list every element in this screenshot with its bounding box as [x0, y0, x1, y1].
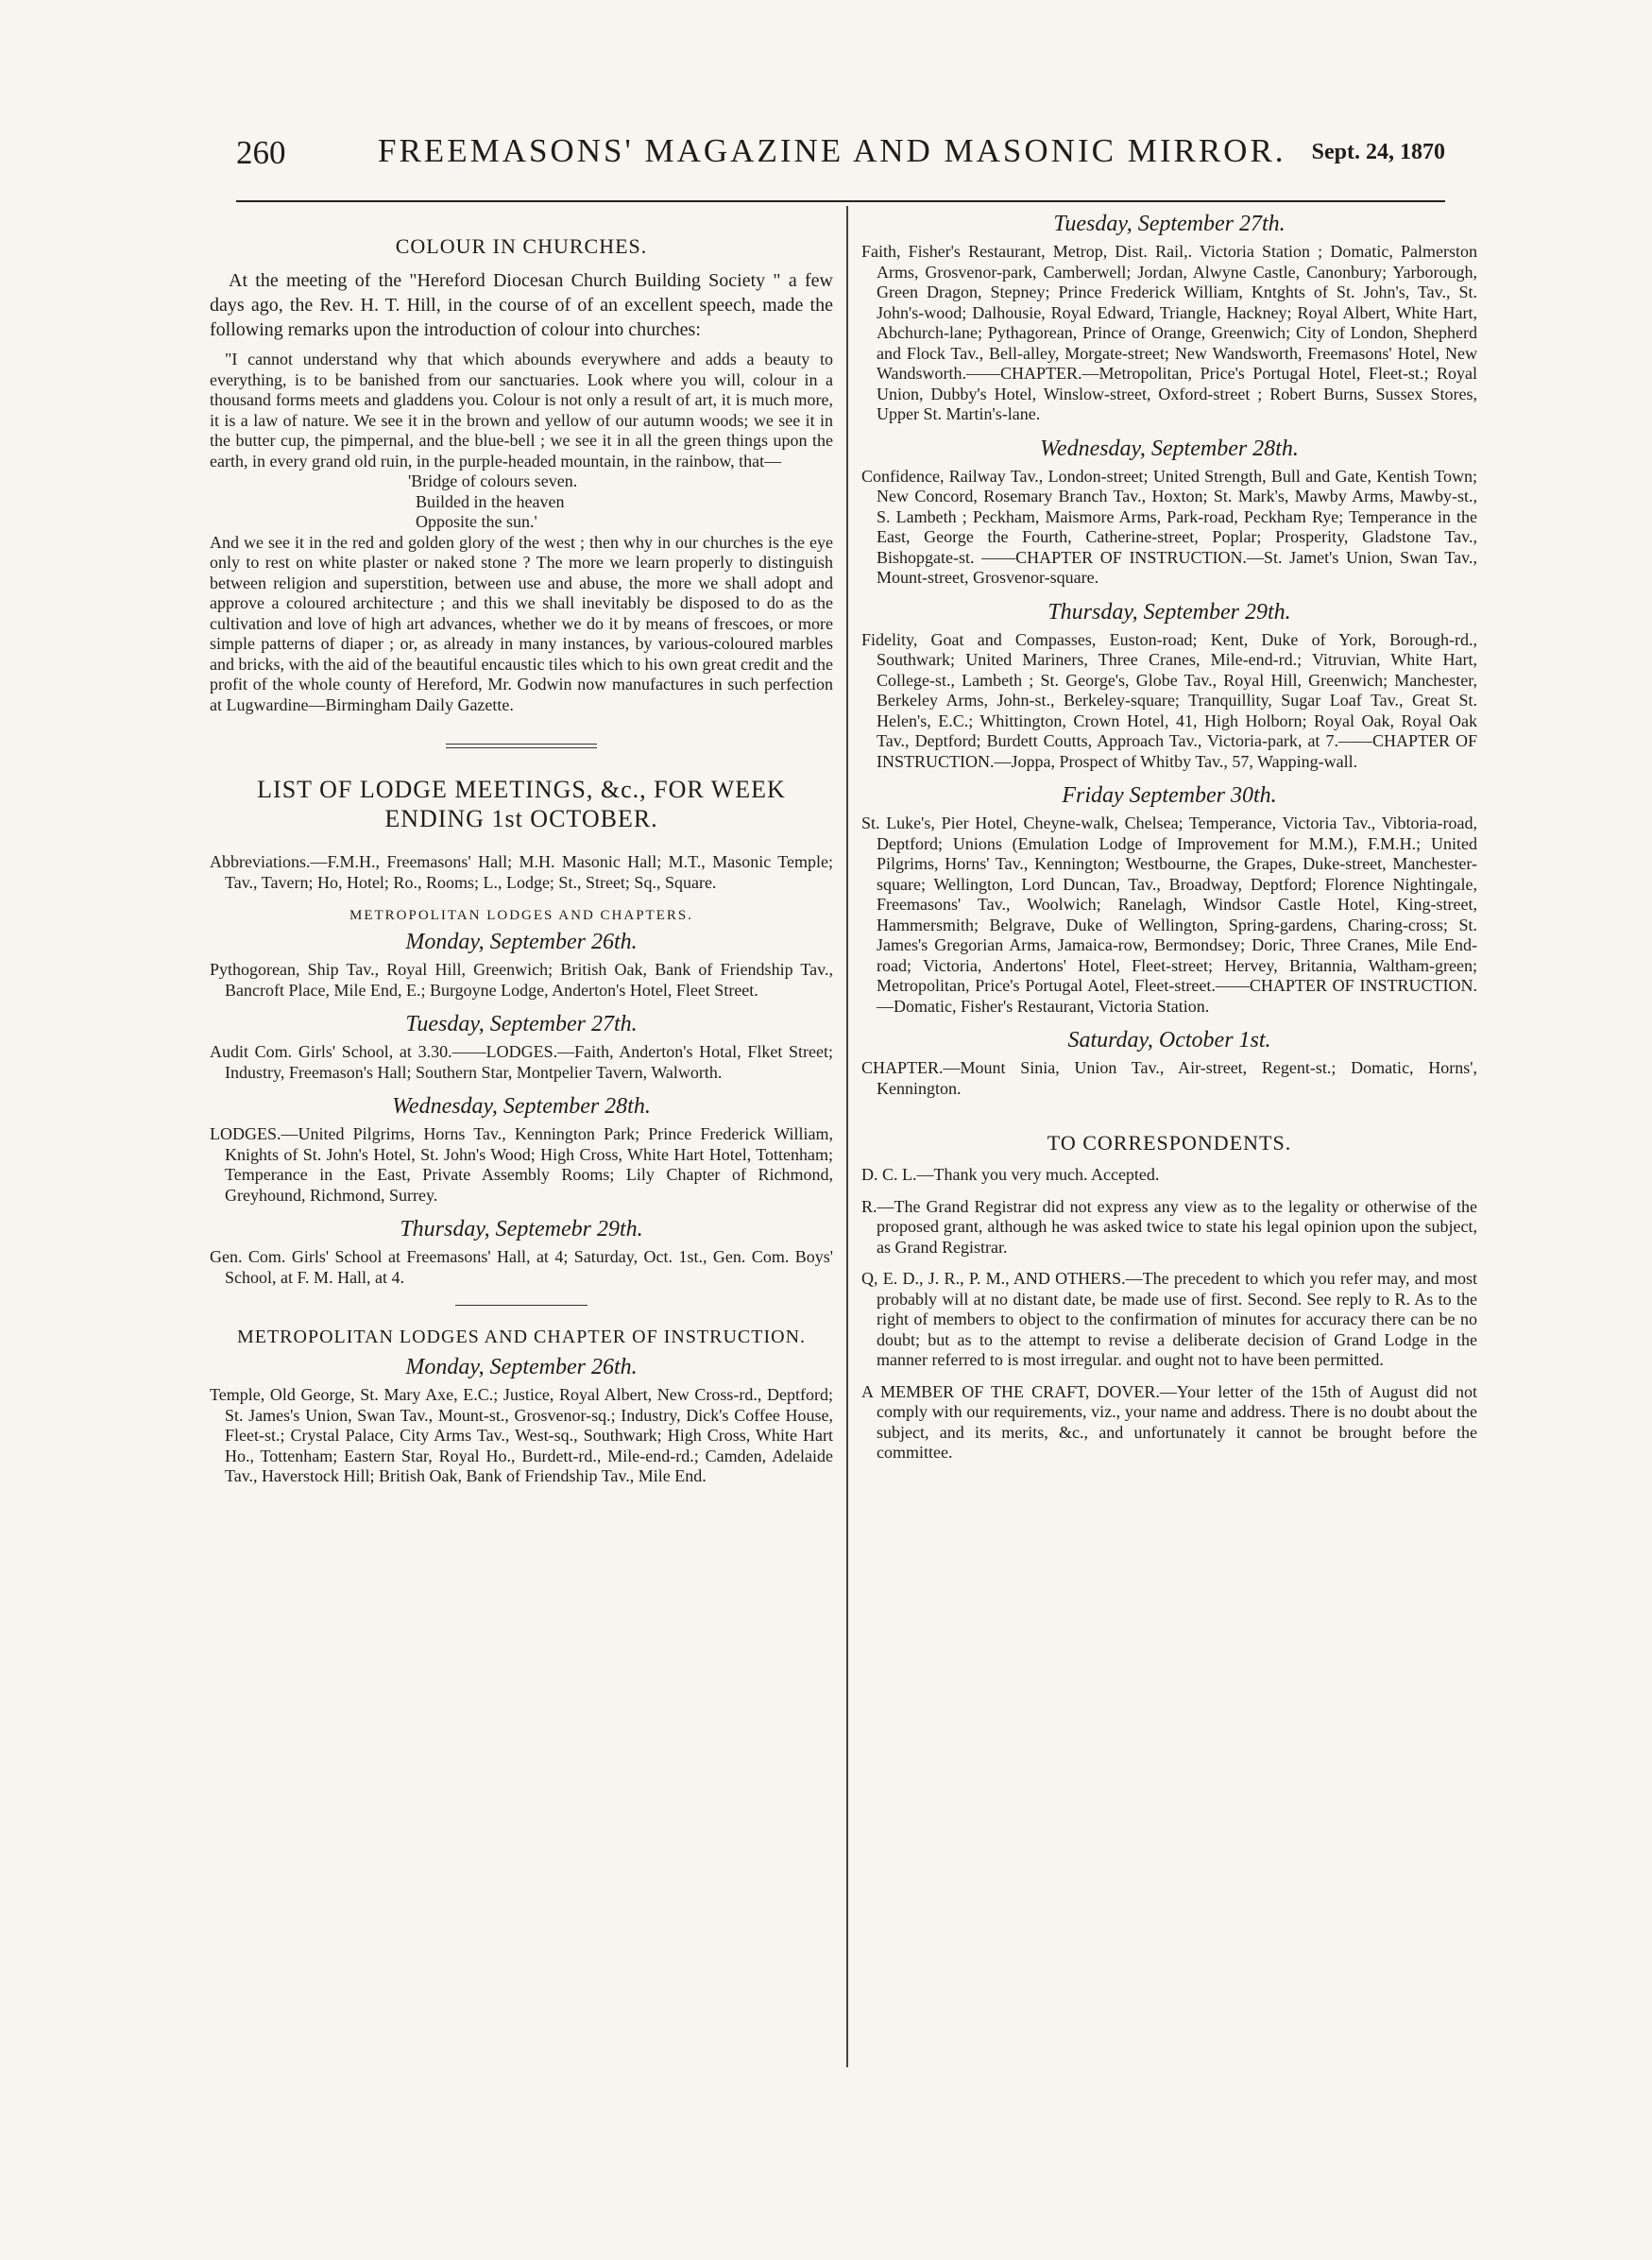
- day-listing: Temple, Old George, St. Mary Axe, E.C.; Justice, Royal Albert, New Cross-rd., Deptford; St. James's Union, Swan Tav., Mount-st., Grosvenor-sq.; Industry, Dick's Coffee House, Fleet-st.; Crystal Palace, City Arms Tav., West-sq., Southwark; High Cross, White Hart Ho., Tottenham; Eastern Star, Royal Ho., Burdett-rd., Mile-end-rd.; Camden, Adelaide Tav., Haverstock Hill; British Oak, Bank of Friendship Tav., Mile End.: [210, 1385, 833, 1485]
- colour-quote-2: And we see it in the red and golden glory of the west ; then why in our churches is the eye only to rest on white plaster or naked stone ? The more we learn properly to distinguish between religion and superstition, between use and abuse, the more we shall adopt and approve a coloured architecture ; and this we shall inevitably be disposed to do as the cultivation and love of high art advances, whether we do it by means of frescoes, or more simple patterns of diaper ; or, as already in many instances, by various-coloured marbles and bricks, with the aid of the beautiful encaustic tiles which to his own great credit and the profit of the whole county of Hereford, Mr. Godwin now manufactures in such perfection at Lugwardine—Birmingham Daily Gazette.: [210, 532, 833, 714]
- column-divider: [846, 206, 848, 2067]
- section-rule: [455, 1305, 588, 1306]
- issue-date: Sept. 24, 1870: [1311, 140, 1445, 164]
- day-heading: Tuesday, September 27th.: [1053, 212, 1286, 236]
- day-heading: Saturday, October 1st.: [1067, 1028, 1271, 1053]
- correspondent-note: A MEMBER OF THE CRAFT, DOVER.—Your letter of the 15th of August did not comply with our requirements, viz., your name and address. There is no doubt about the subject, and its merits, &c., and unfortunately it cannot be brought before the committee.: [861, 1381, 1477, 1462]
- day-listing: Fidelity, Goat and Compasses, Euston-road; Kent, Duke of York, Borough-rd., Southwark; United Mariners, Three Cranes, Mile-end-rd.; Vitruvian, White Hart, College-st., Lambeth ; St. George's, Globe Tav., Royal Hill, Greenwich; Manchester, Berkeley Arms, John-st., Berkeley-square; Tranquillity, Sugar Loaf Tav., Great St. Helen's, E.C.; Whittington, Crown Hotel, 41, High Holborn; Royal Oak, Royal Oak Tav., Deptford; Burdett Coutts, Approach Tav., Victoria-park, at 7.——CHAPTER OF INSTRUCTION.—Joppa, Prospect of Whitby Tav., 57, Wapping-wall.: [861, 629, 1477, 771]
- day-heading: Wednesday, September 28th.: [392, 1094, 651, 1119]
- page-header: [236, 132, 1445, 191]
- header-rule: [236, 200, 1445, 202]
- page-number: 260: [236, 134, 286, 171]
- instruction-title: METROPOLITAN LODGES AND CHAPTER OF INSTRUCTION.: [236, 1327, 807, 1347]
- day-listing: Pythogorean, Ship Tav., Royal Hill, Greenwich; British Oak, Bank of Friendship Tav., Bancroft Place, Mile End, E.; Burgoyne Lodge, Anderton's Hotel, Fleet Street.: [210, 960, 833, 1000]
- day-listing: Audit Com. Girls' School, at 3.30.——LODGES.—Faith, Anderton's Hotal, Flket Street; Industry, Freemason's Hall; Southern Star, Montpelier Tavern, Walworth.: [210, 1042, 833, 1082]
- correspondent-note: D. C. L.—Thank you very much. Accepted.: [861, 1165, 1160, 1184]
- left-column: [210, 208, 833, 1487]
- day-heading: Monday, September 26th.: [405, 930, 638, 954]
- correspondent-note: R.—The Grand Registrar did not express any view as to the legality or otherwise of the proposed grant, although he was asked twice to state his legal opinion upon the subject, as Grand Registrar.: [861, 1196, 1477, 1257]
- correspondents-list: [861, 1165, 1477, 1464]
- day-heading: Wednesday, September 28th.: [1040, 436, 1299, 461]
- colour-intro: At the meeting of the "Hereford Diocesan Church Building Society " a few days ago, the Rev. H. T. Hill, in the course of of an excellent speech, made the following remarks upon the introduction of colour into churches:: [210, 270, 833, 340]
- poem-line: 'Bridge of colours seven.: [408, 471, 578, 490]
- correspondent-note: Q, E. D., J. R., P. M., AND OTHERS.—The precedent to which you refer may, and most probably will at no distant date, be made use of first. Second. See reply to R. As to the right of members to object to the confirmation of minutes for accuracy there can be no doubt; but as to the attempt to revise a deliberate decision of Grand Lodge in the manner referred to is most irregular. and ought not to have been permitted.: [861, 1269, 1477, 1369]
- correspondents-title: TO CORRESPONDENTS.: [1047, 1131, 1292, 1155]
- day-listing: St. Luke's, Pier Hotel, Cheyne-walk, Chelsea; Temperance, Victoria Tav., Vibtoria-road, Deptford; Unions (Emulation Lodge of Improvement for M.M.), F.M.H.; United Pilgrims, Horns' Tav., Kennington; Westbourne, the Grapes, Duke-street, Manchester-square; Wellington, Lord Duncan, Tav., Broadway, Deptford; Florence Nightingale, Freemasons' Tav., Woolwich; Ranelagh, Windsor Castle Hotel, King-street, Hammersmith; Belgrave, Duke of Wellington, Spring-gardens, Charing-cross; St. James's Gregorian Arms, Jamaica-row, Bermondsey; Doric, Three Cranes, Mile End-road; Victoria, Andertons' Hotel, Fleet-street; Hervey, Britannia, Waltham-green; Metropolitan, Price's Portugal Aotel, Fleet-street.——CHAPTER OF INSTRUCTION.—Domatic, Fisher's Restaurant, Victoria Station.: [861, 813, 1477, 1016]
- abbreviations: Abbreviations.—F.M.H., Freemasons' Hall; M.H. Masonic Hall; M.T., Masonic Temple; Tav., Tavern; Ho, Hotel; Ro., Rooms; L., Lodge; St., Street; Sq., Square.: [210, 852, 833, 892]
- poem-line: Builded in the heaven: [416, 491, 565, 511]
- day-listing: Faith, Fisher's Restaurant, Metrop, Dist. Rail,. Victoria Station ; Domatic, Palmerston Arms, Grosvenor-park, Camberwell; Jordan, Alwyne Castle, Canonbury; Yarborough, Green Dragon, Stepney; Prince Frederick William, Kntghts of St. John's, Tav., St. John's-wood; Dalhousie, Royal Edward, Triangle, Hackney; Royal Albert, White Hart, Abchurch-lane; Pythagorean, Prince of Orange, Greenwich; City of London, Shepherd and Flock Tav., Bell-alley, Morgate-street; New Wandsworth, Freemasons' Hotel, New Wandsworth.——CHAPTER.—Metropolitan, Price's Portugal Hotel, Fleet-st.; Royal Union, Dubby's Hotel, Winslow-street, Oxford-street ; Robert Burns, Sussex Stores, Upper St. Martin's-lane.: [861, 242, 1477, 423]
- lodge-list-title: LIST OF LODGE MEETINGS, &c., FOR WEEK ENDING 1st OCTOBER.: [257, 776, 786, 832]
- day-listing: Confidence, Railway Tav., London-street; United Strength, Bull and Gate, Kentish Town; New Concord, Rosemary Branch Tav., Hoxton; St. Mark's, Mawby Arms, Mawby-st., S. Lambeth ; Peckham, Maismore Arms, Park-road, Peckham Rye; Temperance in the East, George the Fourth, Catherine-street, Poplar; Prosperity, Gladstone Tav., Bishopgate-st. ——CHAPTER OF INSTRUCTION.—St. Jamet's Union, Swan Tav., Mount-street, Grosvenor-square.: [861, 466, 1477, 587]
- day-listing: LODGES.—United Pilgrims, Horns Tav., Kennington Park; Prince Frederick William, Knights of St. John's Hotel, St. John's Wood; High Cross, White Hart Hotel, Tottenham; Temperance in the East, Private Assembly Rooms; Lily Chapter of Richmond, Greyhound, Richmond, Surrey.: [210, 1124, 833, 1205]
- right-column: [861, 208, 1477, 1475]
- day-heading: Monday, September 26th.: [405, 1355, 638, 1379]
- day-heading: Thursday, Septemebr 29th.: [400, 1217, 643, 1241]
- colour-article-title: COLOUR IN CHURCHES.: [395, 234, 648, 258]
- colour-quote-1: "I cannot understand why that which abounds everywhere and adds a beauty to everything, is to be banished from our sanctuaries. Look where you will, colour in a thousand forms meets and gladdens you. Colour is not only a result of art, it is much more, it is a law of nature. We see it in the brown and yellow of our autumn woods; we see it in the butter cup, the pimpernal, and the blue-bell ; we see it in all the green things upon the earth, in every grand old ruin, in the purple-headed mountain, in the rainbow, that—: [210, 350, 833, 471]
- poem-line: Opposite the sun.': [416, 512, 537, 531]
- day-heading: Thursday, September 29th.: [1047, 599, 1291, 625]
- metropolitan-header: METROPOLITAN LODGES AND CHAPTERS.: [349, 908, 693, 923]
- section-rule: [446, 744, 597, 748]
- day-heading: Tuesday, September 27th.: [405, 1012, 638, 1036]
- magazine-title: FREEMASONS' MAGAZINE AND MASONIC MIRROR.: [378, 132, 1286, 169]
- poem: [408, 471, 833, 533]
- day-heading: Friday September 30th.: [1062, 783, 1277, 808]
- day-listing: Gen. Com. Girls' School at Freemasons' Hall, at 4; Saturday, Oct. 1st., Gen. Com. Boys' School, at F. M. Hall, at 4.: [210, 1247, 833, 1287]
- day-listing: CHAPTER.—Mount Sinia, Union Tav., Air-street, Regent-st.; Domatic, Horns', Kennington.: [861, 1058, 1477, 1098]
